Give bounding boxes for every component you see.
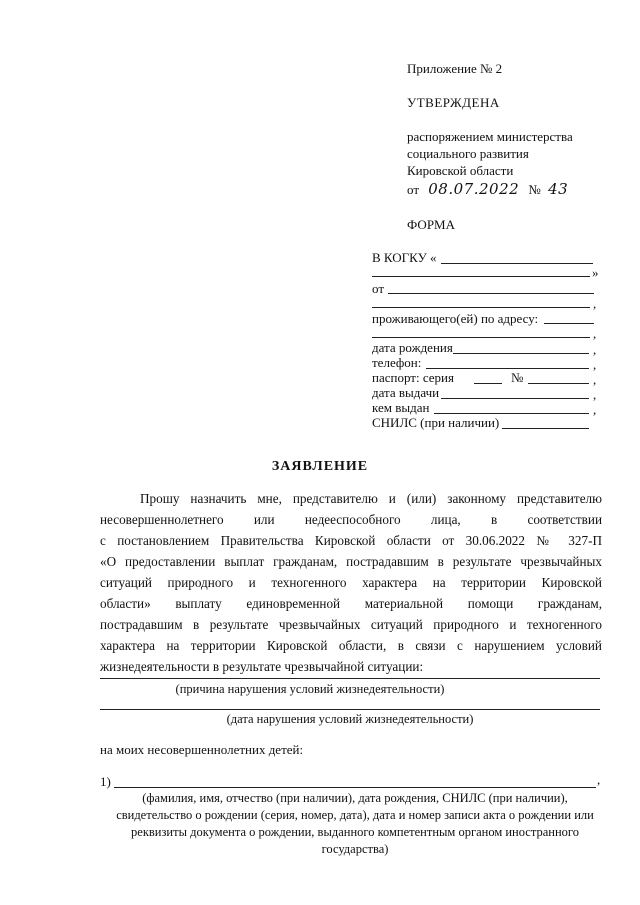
date-prefix: от <box>407 182 420 197</box>
address-field-line[interactable] <box>544 323 594 324</box>
reason-field-line[interactable] <box>100 678 600 679</box>
snils-label: СНИЛС (при наличии) <box>372 415 500 430</box>
appendix-label: Приложение № 2 <box>407 61 503 76</box>
order-line-2: социального развития <box>407 146 529 161</box>
child-caption <box>100 790 610 858</box>
comma-3: , <box>593 342 597 357</box>
address-field-line-2[interactable] <box>372 337 590 338</box>
body-line-5: ситуаций природного и техногенного характера на территории Кировской <box>100 575 602 590</box>
child-caption-line-2: свидетельство о рождении (серия, номер, дата), дата и номер записи акта о рождении или <box>116 808 594 822</box>
body-line-8: характера на территории Кировской области, в связи с нарушением условий <box>100 638 602 653</box>
phone-label: телефон: <box>372 355 422 370</box>
comma-7: , <box>593 402 597 417</box>
from-field-line-2[interactable] <box>372 307 590 308</box>
to-label: В КОГКУ « <box>372 250 437 265</box>
body-line-6: области» выплату единовременной материальной помощи гражданам, <box>100 596 602 611</box>
form-label: ФОРМА <box>407 217 455 232</box>
issued-by-field-line[interactable] <box>434 413 589 414</box>
birth-date-label: дата рождения <box>372 340 453 355</box>
passport-series-field-line[interactable] <box>474 383 502 384</box>
approved-label: УТВЕРЖДЕНА <box>407 95 500 110</box>
body-line-1: Прошу назначить мне, представителю и (или) законному представителю <box>140 491 602 506</box>
phone-field-line[interactable] <box>426 368 589 369</box>
body-line-9: жизнедеятельности в результате чрезвычайной ситуации: <box>100 659 424 674</box>
comma-1: , <box>593 296 597 311</box>
quote-close: » <box>592 265 599 280</box>
body-line-3: с постановлением Правительства Кировской области от 30.06.2022 № 327-П <box>100 533 602 548</box>
child-item-number: 1) <box>100 774 111 789</box>
document-title: ЗАЯВЛЕНИЕ <box>271 459 369 474</box>
passport-number-label: № <box>511 370 524 385</box>
issued-by-label: кем выдан <box>372 400 430 415</box>
child-item-comma: , <box>597 772 601 787</box>
children-label: на моих несовершеннолетних детей: <box>100 742 304 757</box>
snils-field-line[interactable] <box>502 428 589 429</box>
reason-caption: (причина нарушения условий жизнедеятельности) <box>175 682 445 696</box>
passport-number-field-line[interactable] <box>528 383 589 384</box>
order-line-3: Кировской области <box>407 163 514 178</box>
child-caption-line-1: (фамилия, имя, отчество (при наличии), дата рождения, СНИЛС (при наличии), <box>142 791 568 805</box>
comma-4: , <box>593 357 597 372</box>
handwritten-date: 08.07.2022 <box>428 180 520 198</box>
body-line-7: пострадавшим в результате чрезвычайных ситуаций природного и техногенного <box>100 617 602 632</box>
issue-date-label: дата выдачи <box>372 385 440 400</box>
order-line-1: распоряжением министерства <box>407 129 573 144</box>
comma-5: , <box>593 372 597 387</box>
birth-date-field-line[interactable] <box>453 353 589 354</box>
child-caption-line-3: реквизиты документа о рождении, выданного компетентным органом иностранного <box>131 825 579 839</box>
child-info-field-line[interactable] <box>114 787 596 788</box>
comma-6: , <box>593 387 597 402</box>
violation-date-caption: (дата нарушения условий жизнедеятельности) <box>226 712 474 726</box>
passport-series-label: паспорт: серия <box>372 370 454 385</box>
body-line-2: несовершеннолетнего или недееспособного лица, в соответствии <box>100 512 602 527</box>
issue-date-field-line[interactable] <box>441 398 589 399</box>
residing-label: проживающего(ей) по адресу: <box>372 311 539 326</box>
from-field-line[interactable] <box>388 293 594 294</box>
institution-field-line-2[interactable] <box>372 276 590 277</box>
violation-date-field-line[interactable] <box>100 709 600 710</box>
institution-field-line[interactable] <box>441 263 593 264</box>
body-line-4: «О предоставлении выплат гражданам, пострадавшим в результате чрезвычайных <box>100 554 602 569</box>
statement-paragraph <box>100 488 602 677</box>
child-caption-line-4: государства) <box>321 842 389 856</box>
number-prefix: № <box>528 182 541 197</box>
from-label: от <box>372 281 385 296</box>
order-date-line <box>407 180 568 198</box>
handwritten-number: 43 <box>548 180 569 198</box>
comma-2: , <box>593 326 597 341</box>
